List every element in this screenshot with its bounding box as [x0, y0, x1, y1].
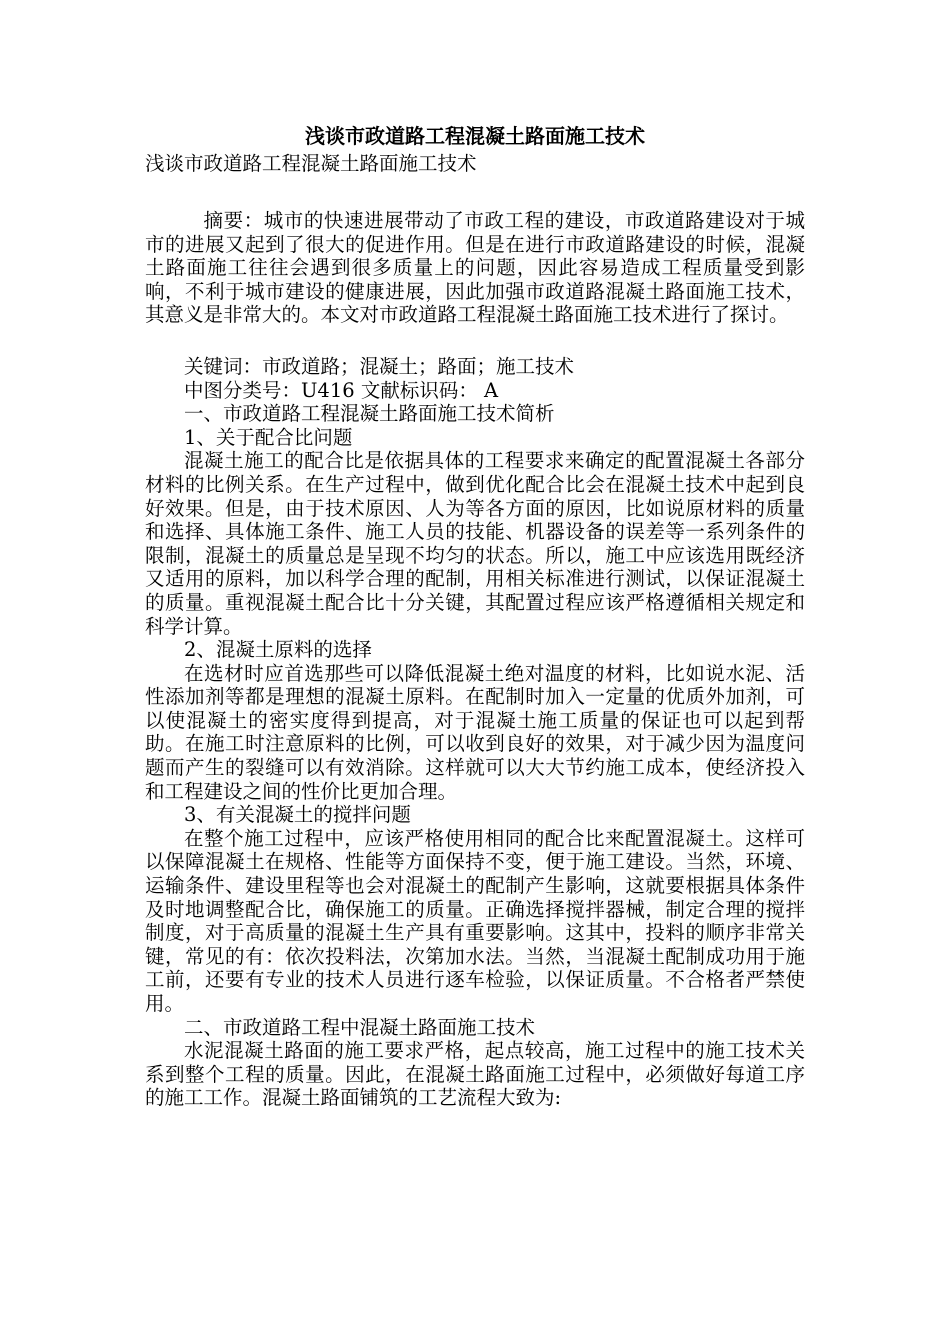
section2-heading: 二、市政道路工程中混凝土路面施工技术: [184, 1015, 536, 1039]
spacer: [145, 177, 805, 209]
keywords-line: 关键词：市政道路；混凝土；路面；施工技术: [184, 354, 575, 378]
document-title: 浅谈市政道路工程混凝土路面施工技术: [305, 124, 645, 148]
subsection1-body: 混凝土施工的配合比是依据具体的工程要求来确定的配置混凝土各部分材料的比例关系。在生产过程中，做到优化配合比会在混凝土技术中起到良好效果。但是，由于技术原因、人为等各方面的原因，比如说原材料的质量和选择、具体施工条件、施工人员的技能、机器设备的误差等一系列条件的限制，混凝土的质量总是呈现不均匀的状态。所以，施工中应该选用既经济又适用的原料，加以科学合理的配制，用相关标准进行测试，以保证混凝土的质量。重视混凝土配合比十分关键，其配置过程应该严格遵循相关规定和科学计算。: [145, 449, 805, 638]
classification-line: 中图分类号：U416 文献标识码： A: [184, 378, 499, 402]
abstract-paragraph: 摘要：城市的快速进展带动了市政工程的建设，市政道路建设对于城市的进展又起到了很大的促进作用。但是在进行市政道路建设的时候，混凝土路面施工往往会遇到很多质量上的问题，因此容易造成工程质量受到影响，不利于城市建设的健康进展，因此加强市政道路混凝土路面施工技术，其意义是非常大的。本文对市政道路工程混凝土路面施工技术进行了探讨。: [145, 209, 805, 327]
section2-body: 水泥混凝土路面的施工要求严格，起点较高，施工过程中的施工技术关系到整个工程的质量。因此，在混凝土路面施工过程中，必须做好每道工序的施工工作。混凝土路面铺筑的工艺流程大致为:: [145, 1039, 805, 1110]
document-subtitle: 浅谈市政道路工程混凝土路面施工技术: [145, 152, 477, 175]
subsection1-heading: 1、关于配合比问题: [184, 425, 353, 449]
subsection3-heading: 3、有关混凝土的搅拌问题: [184, 803, 411, 827]
subsection2-heading: 2、混凝土原料的选择: [184, 638, 372, 662]
subsection3-body: 在整个施工过程中，应该严格使用相同的配合比来配置混凝土。这样可以保障混凝土在规格、性能等方面保持不变，便于施工建设。当然，环境、运输条件、建设里程等也会对混凝土的配制产生影响，这就要根据具体条件及时地调整配合比，确保施工的质量。正确选择搅拌器械，制定合理的搅拌制度，对于高质量的混凝土生产具有重要影响。这其中，投料的顺序非常关键，常见的有：依次投料法，次第加水法。当然，当混凝土配制成功用于施工前，还要有专业的技术人员进行逐车检验，以保证质量。不合格者严禁使用。: [145, 826, 805, 1015]
document-page: [145, 121, 805, 1110]
spacer: [145, 327, 805, 355]
subsection2-body: 在选材时应首选那些可以降低混凝土绝对温度的材料，比如说水泥、活性添加剂等都是理想的混凝土原料。在配制时加入一定量的优质外加剂，可以使混凝土的密实度得到提高，对于混凝土施工质量的保证也可以起到帮助。在施工时注意原料的比例，可以收到良好的效果，对于减少因为温度问题而产生的裂缝可以有效消除。这样就可以大大节约施工成本，使经济投入和工程建设之间的性价比更加合理。: [145, 661, 805, 803]
section1-heading: 一、市政道路工程混凝土路面施工技术简析: [184, 402, 555, 426]
